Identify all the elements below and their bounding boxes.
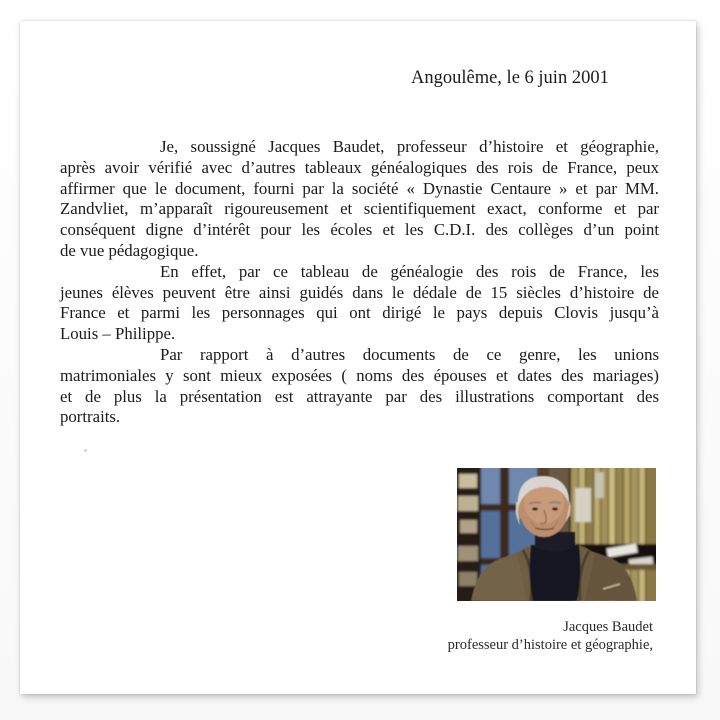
letter-line: et de plus la présentation est attrayante par des illustrations comportant des — [60, 386, 659, 406]
letter-line: En effet, par ce tableau de généalogie des rois de France, les — [160, 261, 659, 281]
caption-title: professeur d’histoire et géographie, — [447, 636, 653, 653]
letter-line: Par rapport à d’autres documents de ce genre, les unions — [160, 344, 659, 364]
letter-line: France et parmi les personnages qui ont dirigé le pays depuis Clovis jusqu’à — [60, 303, 659, 323]
letter-page — [20, 21, 696, 694]
letter-body — [60, 137, 659, 428]
portrait-photo — [457, 468, 656, 601]
date-line: Angoulême, le 6 juin 2001 — [411, 68, 609, 88]
letter-line: jeunes élèves peuvent être ainsi guidés dans le dédale de 15 siècles d’histoire de — [60, 282, 659, 302]
letter-line: après avoir vérifié avec d’autres tableaux généalogiques des rois de France, peux — [60, 157, 659, 177]
letter-line: affirmer que le document, fourni par la société « Dynastie Centaure » et par MM. — [60, 178, 659, 198]
caption-name: Jacques Baudet — [563, 619, 653, 635]
letter-line: matrimoniales y sont mieux exposées ( noms des épouses et dates des mariages) — [60, 365, 659, 385]
letter-line: de vue pédagogique. — [60, 240, 199, 260]
scan-artifact-dot — [84, 449, 87, 452]
photo-caption — [448, 619, 653, 654]
letter-line: Zandvliet, m’apparaît rigoureusement et scientifiquement exact, conforme et par — [60, 199, 659, 219]
letter-line: conséquent digne d’intérêt pour les écoles et les C.D.I. des collèges d’un point — [60, 220, 659, 240]
letter-line: Louis – Philippe. — [60, 324, 176, 344]
letter-line: Je, soussigné Jacques Baudet, professeur d’histoire et géographie, — [160, 137, 659, 156]
portrait-photo-graphic — [457, 468, 656, 601]
letter-line: portraits. — [60, 407, 121, 427]
